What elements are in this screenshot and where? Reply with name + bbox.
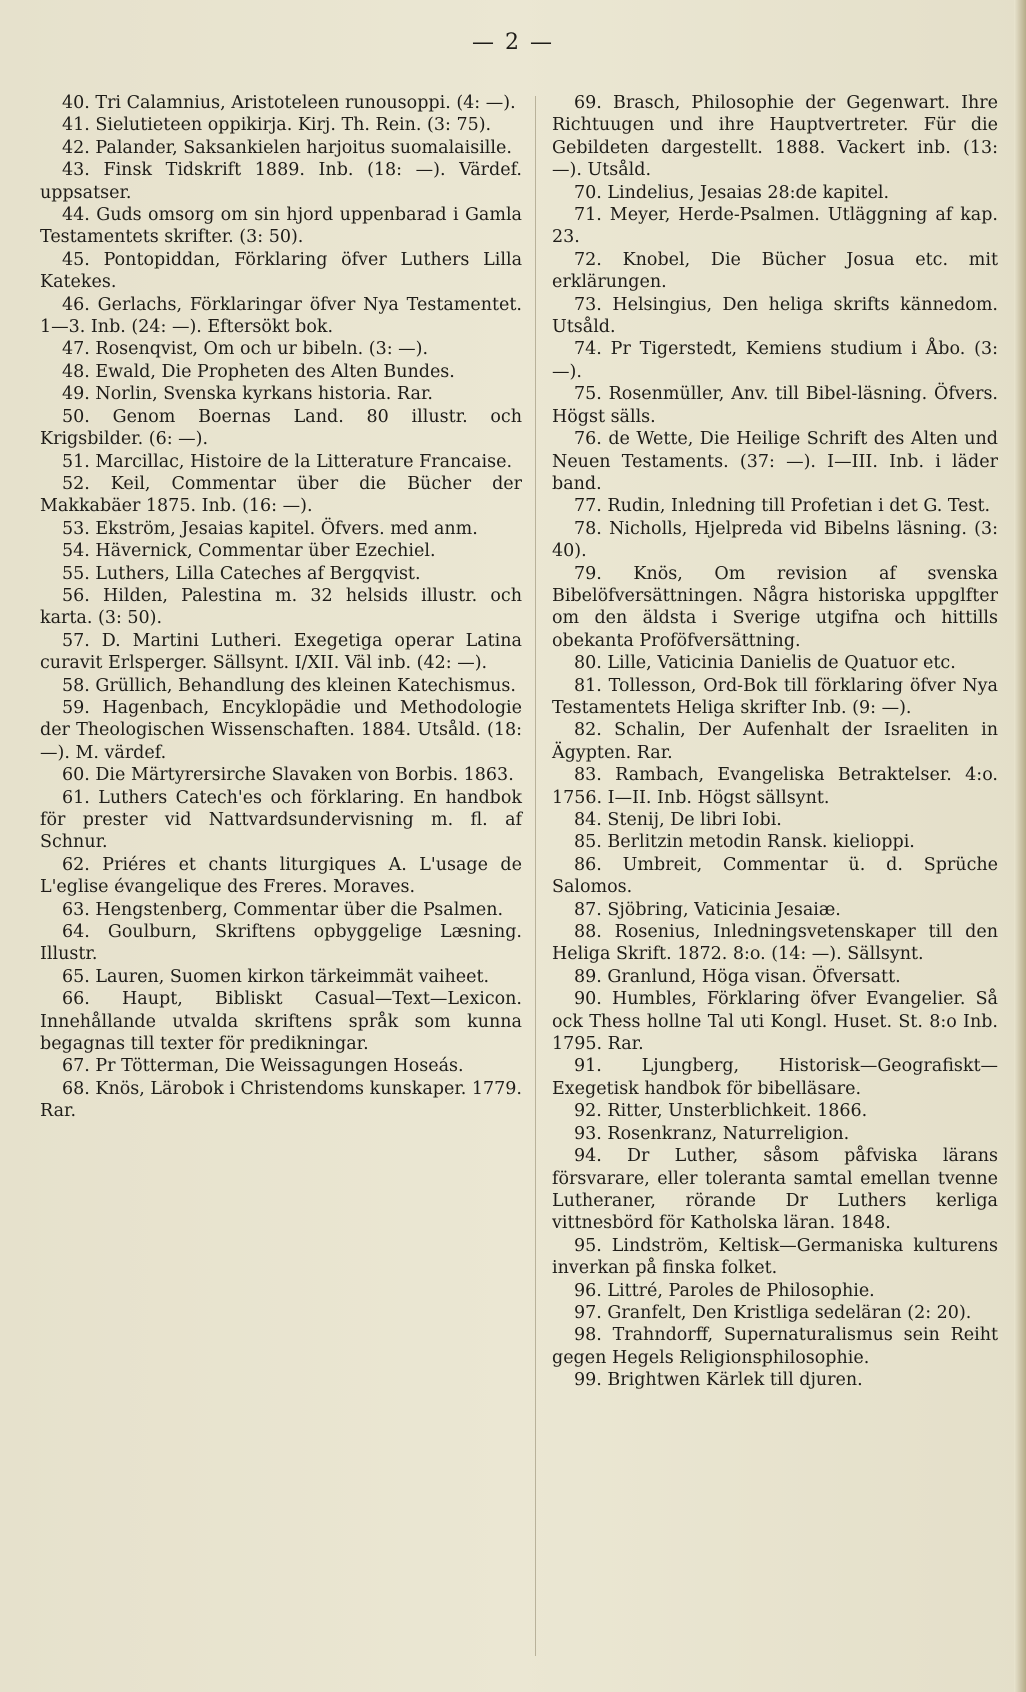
catalog-entry: 97. Granfelt, Den Kristliga sedeläran (2: 20). (574, 1302, 972, 1323)
catalog-entry: 63. Hengstenberg, Commentar über die Psalmen. (62, 899, 504, 920)
catalog-entry: 83. Rambach, Evangeliska Betraktelser. 4:o. 1756. I—II. Inb. Högst sällsynt. (552, 765, 998, 808)
catalog-entry: 95. Lindström, Keltisk—Germaniska kulturens inverkan på finska folket. (552, 1235, 998, 1279)
catalog-entry: 55. Luthers, Lilla Cateches af Bergqvist. (62, 563, 421, 584)
catalog-entry: 99. Brightwen Kärlek till djuren. (574, 1370, 863, 1391)
catalog-entry: 93. Rosenkranz, Naturreligion. (574, 1123, 850, 1144)
page-edge-shadow (1014, 0, 1026, 1692)
catalog-entry: 72. Knobel, Die Bücher Josua etc. mit erklärungen. (552, 249, 998, 293)
catalog-entry: 87. Sjöbring, Vaticinia Jesaiæ. (574, 899, 841, 920)
catalog-entry: 40. Tri Calamnius, Aristoteleen runousoppi. (4: —). (62, 93, 516, 113)
catalog-entry: 46. Gerlachs, Förklaringar öfver Nya Testamentet. 1—3. Inb. (24: —). Eftersökt bok. (40, 294, 522, 338)
catalog-entry: 43. Finsk Tidskrift 1889. Inb. (18: —). Värdef. uppsatser. (40, 160, 522, 203)
catalog-entry: 75. Rosenmüller, Anv. till Bibel-läsning. Öfvers. Högst sälls. (552, 384, 998, 427)
catalog-entry: 70. Lindelius, Jesaias 28:de kapitel. (574, 182, 890, 203)
catalog-entry: 74. Pr Tigerstedt, Kemiens studium i Åbo. (3: —). (552, 339, 998, 382)
catalog-entry: 85. Berlitzin metodin Ransk. kielioppi. (574, 832, 915, 853)
catalog-entry: 82. Schalin, Der Aufenhalt der Israeliten in Ägypten. Rar. (552, 720, 998, 763)
catalog-entry: 98. Trahndorff, Supernaturalismus sein Reiht gegen Hegels Religionsphilosophie. (552, 1325, 998, 1368)
catalog-entry: 79. Knös, Om revision af svenska Bibelöfversättningen. Några historiska uppglfter om den äldsta i Sverige utgifna och hittills obekanta Proföfversättning. (552, 563, 998, 651)
catalog-entry: 57. D. Martini Lutheri. Exegetiga operar Latina curavit Erlsperger. Sällsynt. I/XII. Väl inb. (42: —). (40, 630, 522, 674)
catalog-entry: 56. Hilden, Palestina m. 32 helsids illustr. och karta. (3: 50). (40, 585, 522, 629)
catalog-entry: 66. Haupt, Bibliskt Casual—Text—Lexicon. Innehållande utvalda skriftens språk som kunna begagnas till texter för predikningar. (40, 989, 522, 1055)
catalog-entry: 50. Genom Boernas Land. 80 illustr. och Krigsbilder. (6: —). (40, 406, 522, 450)
catalog-entry: 81. Tollesson, Ord-Bok till förklaring öfver Nya Testamentets Heliga skrifter Inb. (9: —). (552, 675, 998, 718)
catalog-entry: 67. Pr Tötterman, Die Weissagungen Hoseás. (62, 1056, 464, 1077)
catalog-entry: 77. Rudin, Inledning till Profetian i det G. Test. (574, 496, 991, 517)
catalog-entry: 49. Norlin, Svenska kyrkans historia. Rar. (62, 384, 433, 405)
left-column (40, 92, 522, 1123)
catalog-entry: 48. Ewald, Die Propheten des Alten Bundes. (62, 361, 455, 382)
catalog-entry: 61. Luthers Catech'es och förklaring. En handbok för prester vid Nattvardsundervisning m. fl. af Schnur. (40, 787, 522, 853)
catalog-entry: 80. Lille, Vaticinia Danielis de Quatuor etc. (574, 653, 956, 674)
catalog-entry: 92. Ritter, Unsterblichkeit. 1866. (574, 1101, 868, 1122)
catalog-entry: 60. Die Märtyrersirche Slavaken von Borbis. 1863. (62, 765, 514, 786)
catalog-entry: 64. Goulburn, Skriftens opbyggelige Læsning. Illustr. (40, 922, 522, 965)
catalog-entry: 52. Keil, Commentar über die Bücher der Makkabäer 1875. Inb. (16: —). (40, 473, 522, 517)
catalog-entry: 54. Hävernick, Commentar über Ezechiel. (62, 541, 436, 562)
catalog-entry: 69. Brasch, Philosophie der Gegenwart. Ihre Richtuugen und ihre Hauptvertreter. Für die Gebildeten dargestellt. 1888. Vackert inb. (13: —). Utsåld. (552, 93, 998, 181)
catalog-entry: 90. Humbles, Förklaring öfver Evangelier. Så ock Thess hollne Tal uti Kongl. Huset. St. 8:o Inb. 1795. Rar. (552, 989, 998, 1055)
catalog-entry: 88. Rosenius, Inledningsvetenskaper till den Heliga Skrift. 1872. 8:o. (14: —). Sällsynt. (552, 922, 998, 965)
catalog-entry: 65. Lauren, Suomen kirkon tärkeimmät vaiheet. (62, 966, 490, 987)
catalog-entry: 59. Hagenbach, Encyklopädie und Methodologie der Theologischen Wissenschaften. 1884. Utsåld. (18: —). M. värdef. (40, 697, 522, 763)
catalog-entry: 89. Granlund, Höga visan. Öfversatt. (574, 966, 901, 987)
catalog-entry: 78. Nicholls, Hjelpreda vid Bibelns läsning. (3: 40). (552, 518, 998, 562)
catalog-entry: 91. Ljungberg, Historisk—Geografiskt—Exegetisk handbok för bibelläsare. (552, 1056, 998, 1099)
catalog-entry: 71. Meyer, Herde-Psalmen. Utläggning af kap. 23. (552, 205, 998, 248)
catalog-entry: 76. de Wette, Die Heilige Schrift des Alten und Neuen Testaments. (37: —). I—III. Inb. i läder band. (552, 429, 998, 494)
catalog-entry: 68. Knös, Lärobok i Christendoms kunskaper. 1779. Rar. (40, 1078, 522, 1122)
catalog-entry: 96. Littré, Paroles de Philosophie. (574, 1280, 875, 1301)
catalog-entry: 94. Dr Luther, såsom påfviska lärans försvarare, eller toleranta samtal emellan tvenne Lutheraner, rörande Dr Luthers kerliga vittnesbörd för Katholska läran. 1848. (552, 1146, 998, 1234)
catalog-entry: 45. Pontopiddan, Förklaring öfver Luthers Lilla Katekes. (40, 249, 522, 293)
catalog-entry: 41. Sielutieteen oppikirja. Kirj. Th. Rein. (3: 75). (62, 115, 492, 136)
catalog-entry: 51. Marcillac, Histoire de la Litterature Francaise. (62, 451, 513, 472)
catalog-entry: 53. Ekström, Jesaias kapitel. Öfvers. med anm. (62, 518, 478, 539)
catalog-entry: 62. Priéres et chants liturgiques A. L'usage de L'eglise évangelique des Freres. Moraves. (40, 854, 522, 898)
right-column (552, 92, 998, 1392)
catalog-entry: 84. Stenij, De libri Iobi. (574, 810, 782, 830)
catalog-entry: 44. Guds omsorg om sin hjord uppenbarad i Gamla Testamentets skrifter. (3: 50). (40, 205, 522, 248)
column-divider (535, 96, 536, 1656)
catalog-entry: 86. Umbreit, Commentar ü. d. Sprüche Salomos. (552, 854, 998, 898)
catalog-entry: 73. Helsingius, Den heliga skrifts kännedom. Utsåld. (552, 294, 998, 338)
catalog-entry: 58. Grüllich, Behandlung des kleinen Katechismus. (62, 675, 516, 696)
catalog-entry: 47. Rosenqvist, Om och ur bibeln. (3: —). (62, 339, 429, 360)
page-number: — 2 — (472, 30, 554, 55)
catalog-entry: 42. Palander, Saksankielen harjoitus suomalaisille. (62, 137, 512, 158)
